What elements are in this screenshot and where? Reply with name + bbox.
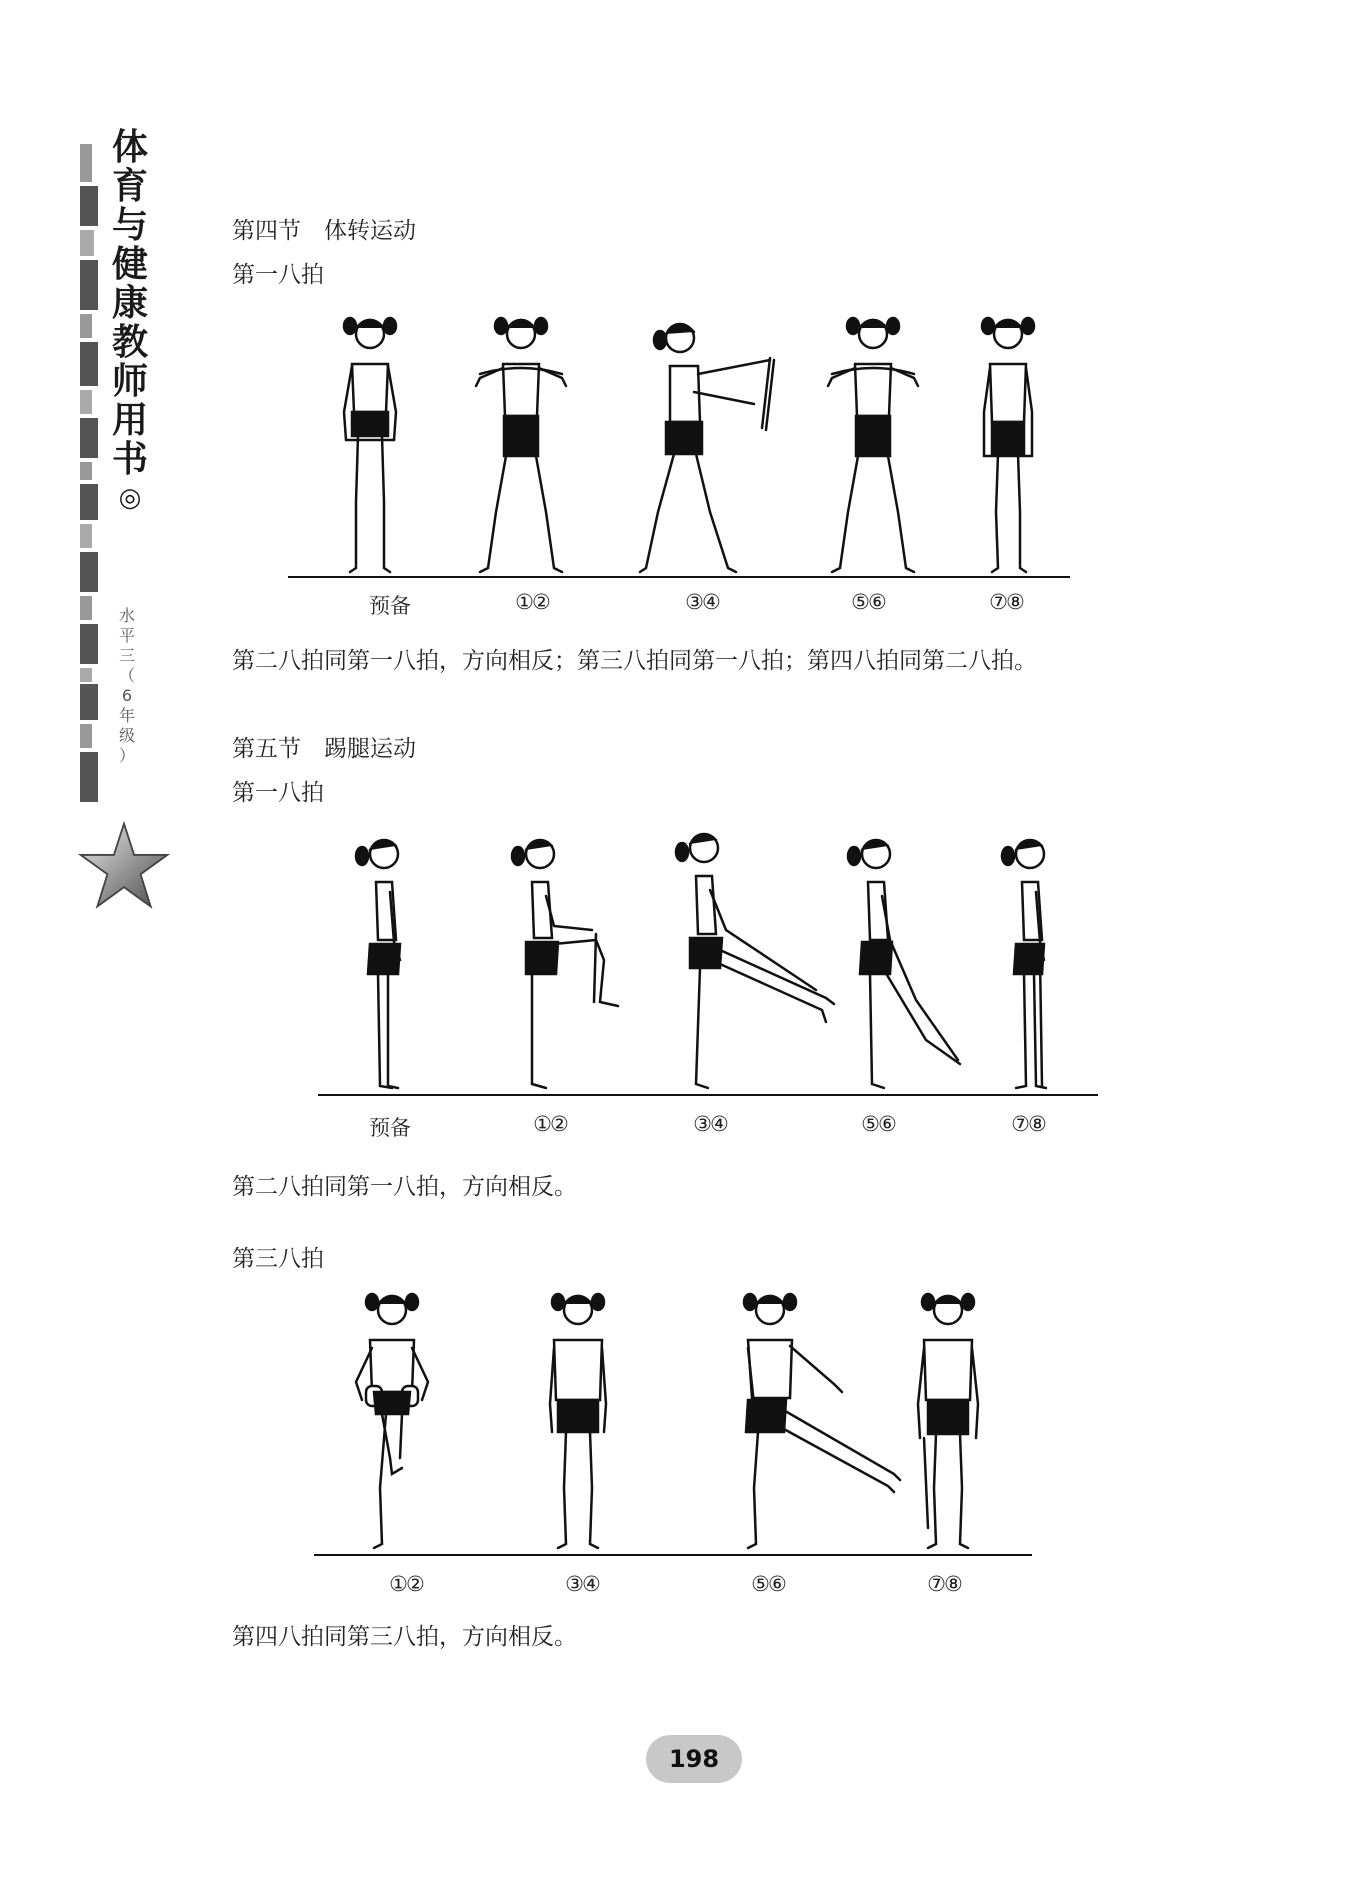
section5-note: 第二八拍同第一八拍，方向相反。 — [232, 1174, 577, 1200]
exercise-figure — [342, 1288, 442, 1554]
beat-label: ⑦⑧ — [927, 1572, 961, 1596]
ground-line — [318, 1094, 1098, 1096]
section5-heading: 第五节 踢腿运动 — [232, 736, 416, 762]
exercise-figure — [466, 312, 576, 578]
beat-label: ①② — [533, 1112, 567, 1136]
exercise-figure — [320, 312, 420, 578]
exercise-figure — [986, 830, 1066, 1094]
section5-sub3: 第三八拍 — [232, 1246, 324, 1272]
exercise-figure — [826, 830, 976, 1094]
exercise-figure — [958, 312, 1058, 578]
beat-label: ⑤⑥ — [861, 1112, 895, 1136]
exercise-figure — [496, 830, 636, 1094]
exercise-figure — [666, 830, 846, 1094]
beat-label: ③④ — [685, 590, 719, 614]
beat-label: ③④ — [565, 1572, 599, 1596]
beat-label: ①② — [389, 1572, 423, 1596]
exercise-figure — [528, 1288, 628, 1554]
section4-sub: 第一八拍 — [232, 262, 324, 288]
star-icon — [78, 820, 170, 912]
exercise-figure — [898, 1288, 998, 1554]
section4-heading: 第四节 体转运动 — [232, 218, 416, 244]
beat-label: ⑤⑥ — [751, 1572, 785, 1596]
book-title: 体 育 与 健 康 教 师 用 书 ◎ — [111, 126, 148, 513]
beat-label: ③④ — [693, 1112, 727, 1136]
exercise-figure — [340, 830, 420, 1094]
beat-label: ⑤⑥ — [851, 590, 885, 614]
grade-level: 水 平 三 （ 6 年 级 ） — [118, 606, 135, 765]
exercise-figure — [724, 1288, 914, 1554]
beat-label: ①② — [515, 590, 549, 614]
section4-note: 第二八拍同第一八拍，方向相反；第三八拍同第一八拍；第四八拍同第二八拍。 — [232, 648, 1037, 674]
beat-label: ⑦⑧ — [989, 590, 1023, 614]
beat-label: 预备 — [369, 1116, 411, 1140]
ground-line — [314, 1554, 1032, 1556]
page-number: 198 — [646, 1735, 742, 1783]
side-decoration-bars — [80, 144, 98, 814]
exercise-figure — [818, 312, 928, 578]
exercise-figure — [636, 312, 796, 578]
beat-label: ⑦⑧ — [1011, 1112, 1045, 1136]
section5-note3: 第四八拍同第三八拍，方向相反。 — [232, 1624, 577, 1650]
beat-label: 预备 — [369, 594, 411, 618]
section5-sub: 第一八拍 — [232, 780, 324, 806]
